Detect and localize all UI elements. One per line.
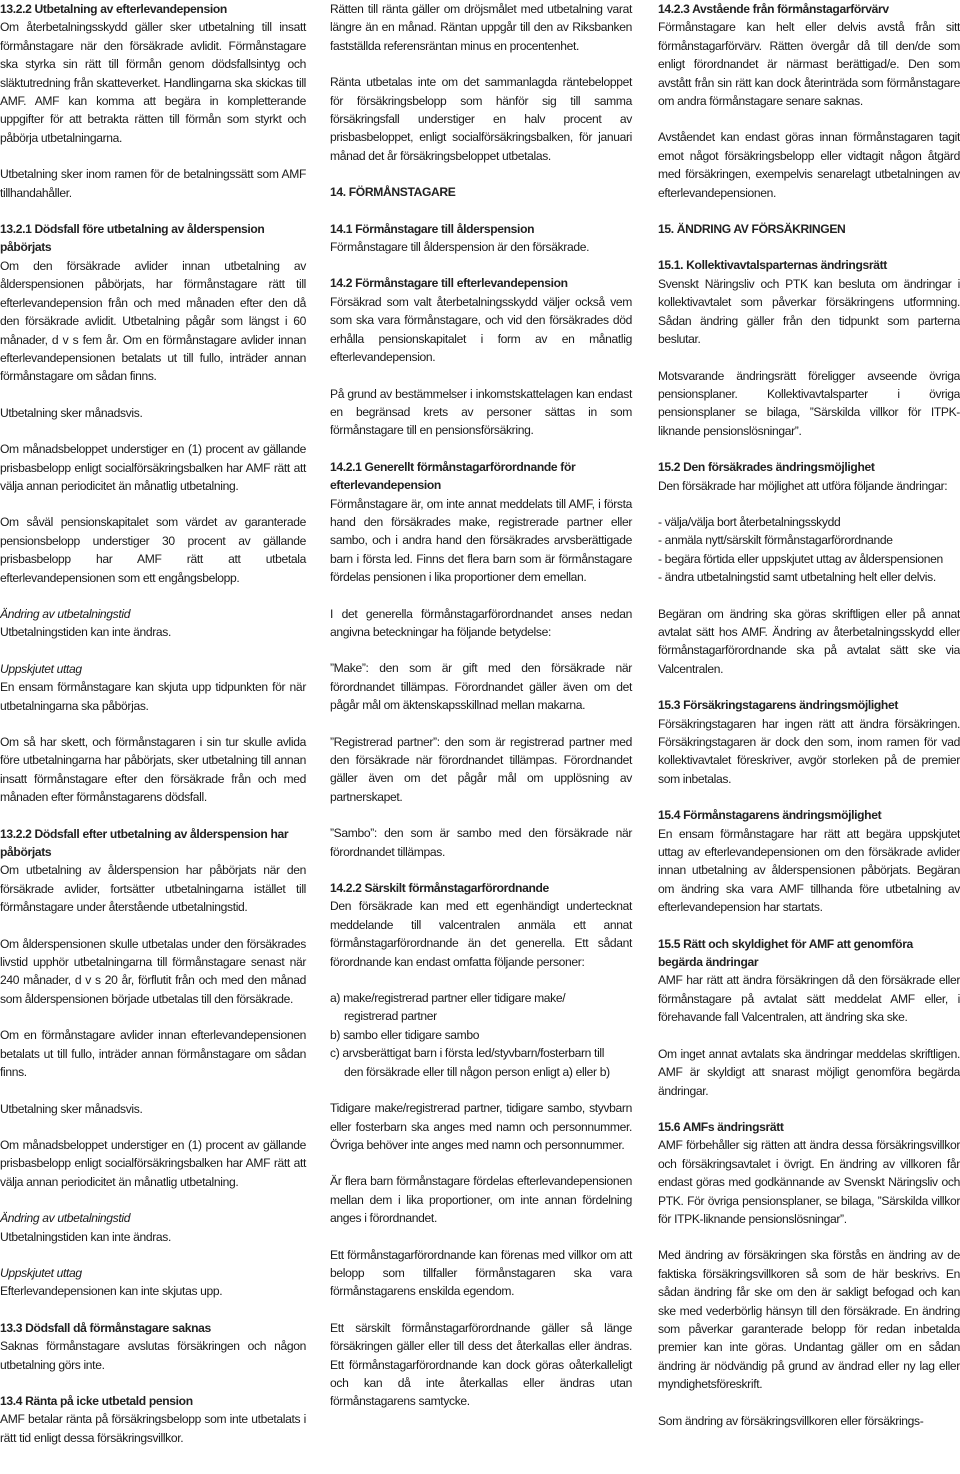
paragraph: Förmånstagare kan helt eller delvis avstå från sitt förmånstagarförvärv. Rätten övergår då till den/de som enligt förordnandet är närmast berättigad/e. Den som avstått från sin rätt kan dock återinträda som förmånstagare om andra förmånstagare senare saknas. (658, 20, 960, 109)
section-heading: 15.4 Förmånstagarens ändringsmöjlighet (658, 808, 882, 823)
paragraph: AMF förbehåller sig rätten att ändra dessa försäkringsvillkor och försäkringsavtalet i övrigt. En ändring av villkoren får endast göras med godkännande av Svenskt Näringsliv och PTK. För övriga pensionsplaner, se bilaga, ”Särskilda villkor för ITPK-liknande pensionslösningar”. (658, 1138, 960, 1226)
section-heading: 15.2 Den försäkrades ändringsmöjlighet (658, 460, 875, 475)
list-item-continuation: registrerad partner (344, 1009, 437, 1024)
paragraph: Avståendet kan endast göras innan förmånstagaren tagit emot något försäkringsbelopp eller vidtagit någon åtgärd med försäkringen, exempelvis senarelagt utbetalningen av efterlevandepensionen. (658, 130, 960, 200)
subheading-italic: Uppskjutet uttag (0, 1265, 82, 1280)
paragraph: Den försäkrade har möjlighet att utföra följande ändringar: (658, 478, 948, 493)
list-item: b) sambo eller tidigare sambo (330, 1027, 480, 1042)
subheading-italic: Ändring av utbetalningstid (0, 1211, 131, 1226)
paragraph: ”Make”: den som är gift med den försäkrade när förordnandet tillämpas. Förordnandet gäller även om det pågår mål om äktenskapsskillnad mellan makarna. (330, 661, 632, 713)
paragraph: AMF har rätt att ändra försäkringen då den försäkrade eller förmånstagare på avtalat sätt meddelat AMF eller, i förehavande fall Valcentralen, att ändring ska ske. (658, 973, 960, 1025)
paragraph: Om såväl pensionskapitalet som värdet av garanterade pensionsbelopp understiger 30 procent av gällande prisbasbelopp har AMF rätt att utbetala efterlevandepensionen som ett engångsbelopp. (0, 515, 306, 585)
section-heading: 13.4 Ränta på icke utbetald pension (0, 1393, 193, 1408)
paragraph: En ensam förmånstagare kan skjuta upp tidpunkten för när utbetalningarna ska påbörjas. (0, 680, 306, 713)
paragraph: Rätten till ränta gäller om dröjsmålet med utbetalning varat längre än en månad. Räntan uppgår till den av Riksbanken fastställda referensräntan minus en procentenhet. (330, 2, 632, 53)
section-heading: 13.3 Dödsfall då förmånstagare saknas (0, 1320, 211, 1335)
text-column-2 (330, 0, 632, 1411)
paragraph: Utbetalning sker inom ramen för de betalningssätt som AMF tillhandahåller. (0, 167, 306, 200)
paragraph: Som ändring av försäkringsvillkoren eller försäkrings- (658, 1413, 924, 1428)
paragraph: Om månadsbeloppet understiger en (1) procent av gällande prisbasbelopp enligt socialförsäkringsbalken har AMF rätt att välja annan periodicitet än månatlig utbetalning. (0, 442, 306, 493)
paragraph: ”Registrerad partner”: den som är registrerad partner med den försäkrade när förordnandet tillämpas. Förordnandet gäller även om det pågår mål om upplösning av partnerskapet. (330, 734, 632, 804)
section-heading: 13.2.1 Dödsfall före utbetalning av ålderspension påbörjats (0, 222, 265, 255)
paragraph: Om den försäkrade avlider innan utbetalning av ålderspensionen påbörjats, har förmånstagare rätt till efterlevandepension från och med månaden efter den då den försäkrade avlidit. Utbetalning pågår som längst i 60 månader, d v s fem år. Om en förmånstagare avlider innan efterlevandepensionen betalats ut till fullo, inträder annan förmånstagare om sådan finns. (0, 258, 306, 384)
paragraph: En ensam förmånstagare har rätt att begära uppskjutet uttag av efterlevandepensionen om den försäkrade avlider innan utbetalning av ålderspensionen påbörjats. Begäran om ändring ska vara AMF tillhanda före utbetalning av efterlevandepension har startats. (658, 826, 960, 915)
section-heading: 14.2.1 Generellt förmånstagarförordnande för efterlevandepension (330, 459, 576, 493)
section-heading: 13.2.2 Utbetalning av efterlevandepension (0, 2, 227, 16)
paragraph: Om inget annat avtalats ska ändringar meddelas skriftligen. AMF är skyldigt att snarast möjligt genomföra begärda ändringar. (658, 1046, 960, 1098)
paragraph: Tidigare make/registrerad partner, tidigare sambo, styvbarn eller fosterbarn ska anges med namn och personnummer. Övriga behöver inte anges med namn och personnummer. (330, 1101, 632, 1152)
paragraph: Ett förmånstagarförordnande kan förenas med villkor om att belopp som tillfaller förmånstagaren ska vara förmånstagarens enskilda egendom. (330, 1247, 632, 1299)
paragraph: Utbetalningstiden kan inte ändras. (0, 625, 171, 640)
paragraph: Saknas förmånstagare avslutas försäkringen och någon utbetalning görs inte. (0, 1339, 306, 1372)
list-item: - begära förtida eller uppskjutet uttag av ålderspensionen (658, 551, 943, 566)
paragraph: Svenskt Näringsliv och PTK kan besluta om ändringar i kollektivavtalet som påverkar försäkringens utformning. Sådan ändring gäller från den tidpunkt som parterna beslutar. (658, 276, 960, 347)
section-heading: 14.1 Förmånstagare till ålderspension (330, 221, 535, 236)
text-column-1 (0, 0, 306, 1447)
paragraph: ”Sambo”: den som är sambo med den försäkrade när förordnandet tillämpas. (330, 826, 632, 859)
paragraph: Om månadsbeloppet understiger en (1) procent av gällande prisbasbelopp enligt socialförsäkringsbalken har AMF rätt att välja annan periodicitet än månatlig utbetalning. (0, 1137, 306, 1189)
paragraph: På grund av bestämmelser i inkomstskattelagen kan endast en begränsad krets av personer sättas in som förmånstagare till en pensionsförsäkring. (330, 386, 632, 438)
paragraph: Utbetalningstiden kan inte ändras. (0, 1229, 171, 1244)
text-column-3 (658, 0, 960, 1430)
section-heading: 14.2.3 Avstående från förmånstagarförvärv (658, 2, 889, 16)
section-heading: 13.2.2 Dödsfall efter utbetalning av ålderspension har påbörjats (0, 826, 289, 860)
chapter-heading: 14. FÖRMÅNSTAGARE (330, 185, 456, 200)
section-heading: 15.6 AMFs ändringsrätt (658, 1119, 784, 1134)
paragraph: Ränta utbetalas inte om det sammanlagda räntebeloppet för försäkringsbelopp som hänför sig till samma försäkringsfall understiger en halv procent av prisbasbeloppet, enligt socialförsäkringsbalken, för januari månad det år försäkringsbeloppet utbetalas. (330, 75, 632, 163)
paragraph: Förmånstagare till ålderspension är den försäkrade. (330, 240, 590, 255)
paragraph: Om så har skett, och förmånstagaren i sin tur skulle avlida före utbetalningarna har påbörjats, sker utbetalning till annan insatt förmånstagare efter den försäkrade från och med månaden efter förmånstagarens dödsfall. (0, 735, 306, 805)
paragraph: Med ändring av försäkringen ska förstås en ändring av de faktiska försäkringsvillkoren så som de här beskrivs. En sådan ändring får ske om den är sakligt befogad och kan ske med vederbörlig hänsyn till den försäkrade. En ändring som påverkar garanterade belopp för redan inbetalda premier kan inte göras. Undantag gäller om en sådan ändring är nödvändig på grund av ändrad eller ny lag eller myndighetsföreskrift. (658, 1248, 960, 1392)
section-heading: 15.1. Kollektivavtalsparternas ändringsrätt (658, 258, 887, 273)
paragraph: Om en förmånstagare avlider innan efterlevandepensionen betalats ut till fullo, inträder annan förmånstagare om sådan finns. (0, 1028, 306, 1080)
paragraph: Motsvarande ändringsrätt föreligger avseende övriga pensionsplaner. Kollektivavtalsparter i övriga pensionsplaner se bilaga, ”Särskilda villkor för ITPK-liknande pensionslösningar”. (658, 368, 960, 438)
paragraph: Försäkringstagaren har ingen rätt att ändra försäkringen. Försäkringstagaren är dock den som, inom ramen för vad kollektivavtalet föreskriver, avgör storleken på de premier som inbetalas. (658, 716, 960, 786)
section-heading: 14.2 Förmånstagare till efterlevandepension (330, 276, 568, 291)
paragraph: Begäran om ändring ska göras skriftligen eller på annat avtalat sätt hos AMF. Ändring av återbetalningsskydd eller förmånstagarförordnande ska på avtalat sätt ske via Valcentralen. (658, 606, 960, 676)
paragraph: Om återbetalningsskydd gäller sker utbetalning till insatt förmånstagare när den försäkrade avlidit. Förmånstagare ska styrka sin rätt till förmån genom dödsfallsintyg och släktutredning från skatteverket. Handlingarna ska skickas till AMF. AMF kan komma att begära in kompletterande uppgifter för att betrakta rätten till förmån som styrkt och påbörja utbetalningarna. (0, 20, 306, 145)
paragraph: Den försäkrade kan med ett egenhändigt undertecknat meddelande till valcentralen anmäla ett annat förmånstagarförordnande än det generella. Ett sådant förordnande kan endast omfatta följande personer: (330, 899, 632, 969)
paragraph: I det generella förmånstagarförordnandet anses nedan angivna beteckningar ha följande betydelse: (330, 606, 632, 639)
list-item-continuation: den försäkrade eller till någon person enligt a) eller b) (344, 1064, 610, 1079)
paragraph: AMF betalar ränta på försäkringsbelopp som inte utbetalats i rätt tid enligt dessa försäkringsvillkor. (0, 1412, 306, 1445)
list-item: c) arvsberättigat barn i första led/styvbarn/fosterbarn till (330, 1046, 605, 1061)
list-item: a) make/registrerad partner eller tidigare make/ (330, 991, 566, 1006)
subheading-italic: Ändring av utbetalningstid (0, 606, 131, 621)
section-heading: 15.5 Rätt och skyldighet för AMF att genomföra begärda ändringar (658, 936, 913, 970)
paragraph: Utbetalning sker månadsvis. (0, 405, 143, 420)
paragraph: Om ålderspensionen skulle utbetalas under den försäkrades livstid upphör utbetalningarna till förmånstagare senast när 240 månader, d v s 20 år, förflutit från och med den månad som ålderspensionen började utbetalas till den försäkrade. (0, 936, 306, 1006)
section-heading: 15.3 Försäkringstagarens ändringsmöjlighet (658, 698, 899, 713)
subheading-italic: Uppskjutet uttag (0, 661, 82, 676)
paragraph: Försäkrad som valt återbetalningsskydd väljer också vem som ska vara förmånstagare, och vid den försäkrades död erhålla pensionskapitalet i form av en månatlig efterlevandepension. (330, 294, 632, 365)
paragraph: Är flera barn förmånstagare fördelas efterlevandepensionen mellan dem i lika proportioner, om inte annan fördelning anges i förordnandet. (330, 1174, 632, 1226)
list-item: - anmäla nytt/särskilt förmånstagarförordnande (658, 533, 893, 548)
paragraph: Förmånstagare är, om inte annat meddelats till AMF, i första hand den försäkrades make, registrerade partner eller sambo, och i andra hand den försäkrades arvsberättigade barn i första led. Finns det flera barn som är förmånstagare fördelas pensionen i lika proportioner dem emellan. (330, 496, 632, 585)
list-item: - välja/välja bort återbetalningsskydd (658, 514, 841, 529)
paragraph: Utbetalning sker månadsvis. (0, 1101, 143, 1116)
chapter-heading: 15. ÄNDRING AV FÖRSÄKRINGEN (658, 222, 846, 237)
paragraph: Om utbetalning av ålderspension har påbörjats när den försäkrade avlider, fortsätter utbetalningarna istället till förmånstagare under återstående utbetalningstid. (0, 863, 306, 915)
list-item: - ändra utbetalningstid samt utbetalning helt eller delvis. (658, 570, 936, 585)
paragraph: Efterlevandepensionen kan inte skjutas upp. (0, 1284, 223, 1299)
section-heading: 14.2.2 Särskilt förmånstagarförordnande (330, 881, 549, 896)
paragraph: Ett särskilt förmånstagarförordnande gäller så länge försäkringen gäller eller till dess det återkallas eller ändras. Ett förmånstagarförordnande kan dock göras oåterkalleligt och kan då inte återkallas eller ändras utan förmånstagarens samtycke. (330, 1320, 632, 1409)
